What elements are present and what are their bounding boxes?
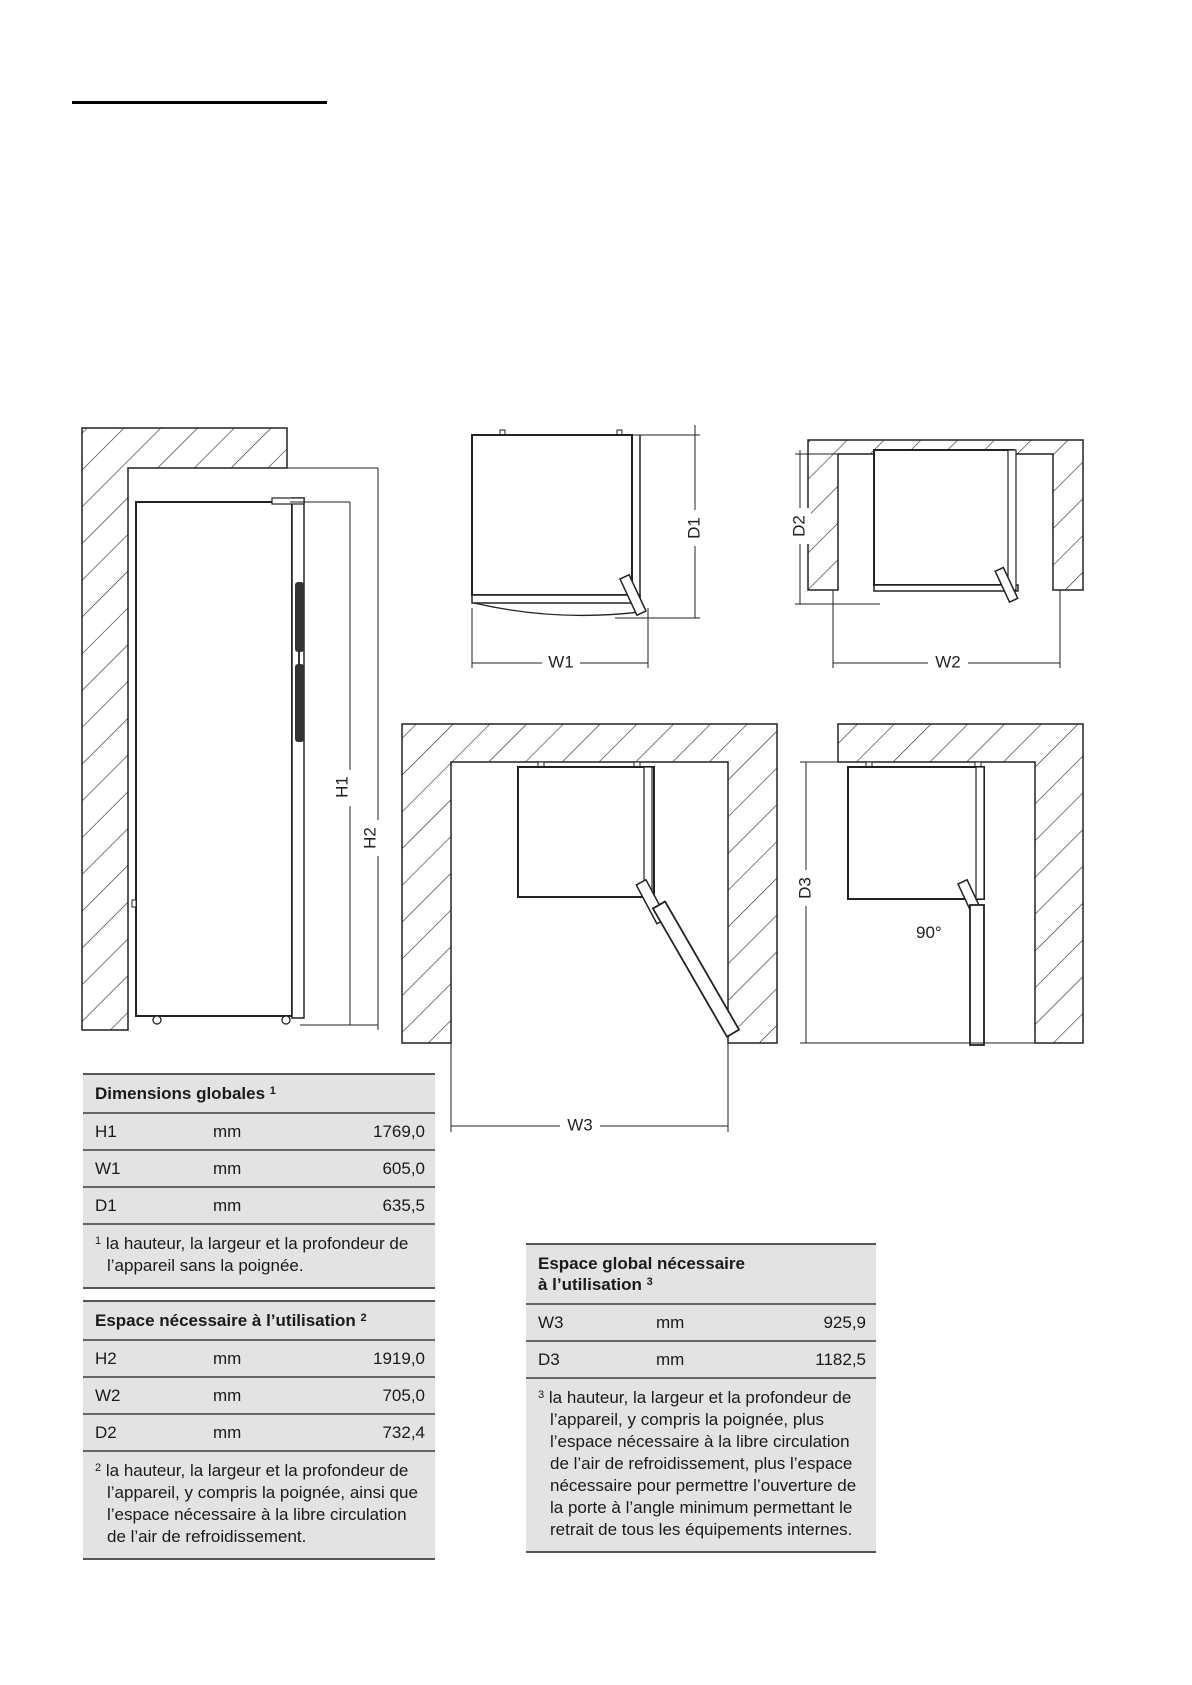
table-espace-global	[526, 1243, 876, 1553]
dimension-label-h1: H1	[332, 776, 352, 798]
dimension-label-d1: D1	[684, 517, 704, 539]
table-title: Espace global nécessaire à l’utilisation $^3$	[526, 1245, 876, 1305]
top-view-w3-door-open	[402, 724, 777, 1137]
table-title: Dimensions globales $^1$	[83, 1075, 435, 1114]
table-espace-utilisation	[83, 1300, 435, 1560]
dimension-label-d2: D2	[789, 515, 809, 537]
dimension-label-w1: W1	[548, 652, 574, 672]
dimension-label-w2: W2	[935, 652, 961, 672]
dimension-label-w3: W3	[567, 1115, 593, 1135]
side-view-diagram	[82, 428, 389, 1030]
table-row: D3 mm 1182,5	[526, 1342, 876, 1379]
top-view-w2-d2	[789, 440, 1083, 674]
table-footnote: $^3$ la hauteur, la largeur et la profondeur de l’appareil, y compris la poignée, plus l’espace nécessaire à la libre circulation de l’air de refroidissement, plus l’espace nécessaire pour permettre l’ouverture de la porte à l’angle minimum permettant le retrait de tous les équipements internes.	[538, 1388, 857, 1539]
table-row: W1 mm 605,0	[83, 1151, 435, 1188]
table-row: D1 mm 635,5	[83, 1188, 435, 1225]
table-row: H1 mm 1769,0	[83, 1114, 435, 1151]
table-row: H2 mm 1919,0	[83, 1341, 435, 1378]
dimension-label-d3: D3	[795, 877, 815, 899]
table-row: W2 mm 705,0	[83, 1378, 435, 1415]
table-row: W3 mm 925,9	[526, 1305, 876, 1342]
table-dimensions-globales	[83, 1073, 435, 1289]
top-view-d3-door-90	[795, 724, 1083, 1045]
top-view-w1-d1	[472, 425, 706, 674]
table-title: Espace nécessaire à l’utilisation $^2$	[83, 1302, 435, 1341]
door-angle-label: 90°	[916, 923, 942, 942]
table-footnote: $^2$ la hauteur, la largeur et la profondeur de l’appareil, y compris la poignée, ainsi que l’espace nécessaire à la libre circulation de l’air de refroidissement.	[95, 1461, 418, 1546]
dimension-label-h2: H2	[360, 827, 380, 849]
table-row: D2 mm 732,4	[83, 1415, 435, 1452]
table-footnote: $^1$ la hauteur, la largeur et la profondeur de l’appareil sans la poignée.	[95, 1234, 409, 1275]
